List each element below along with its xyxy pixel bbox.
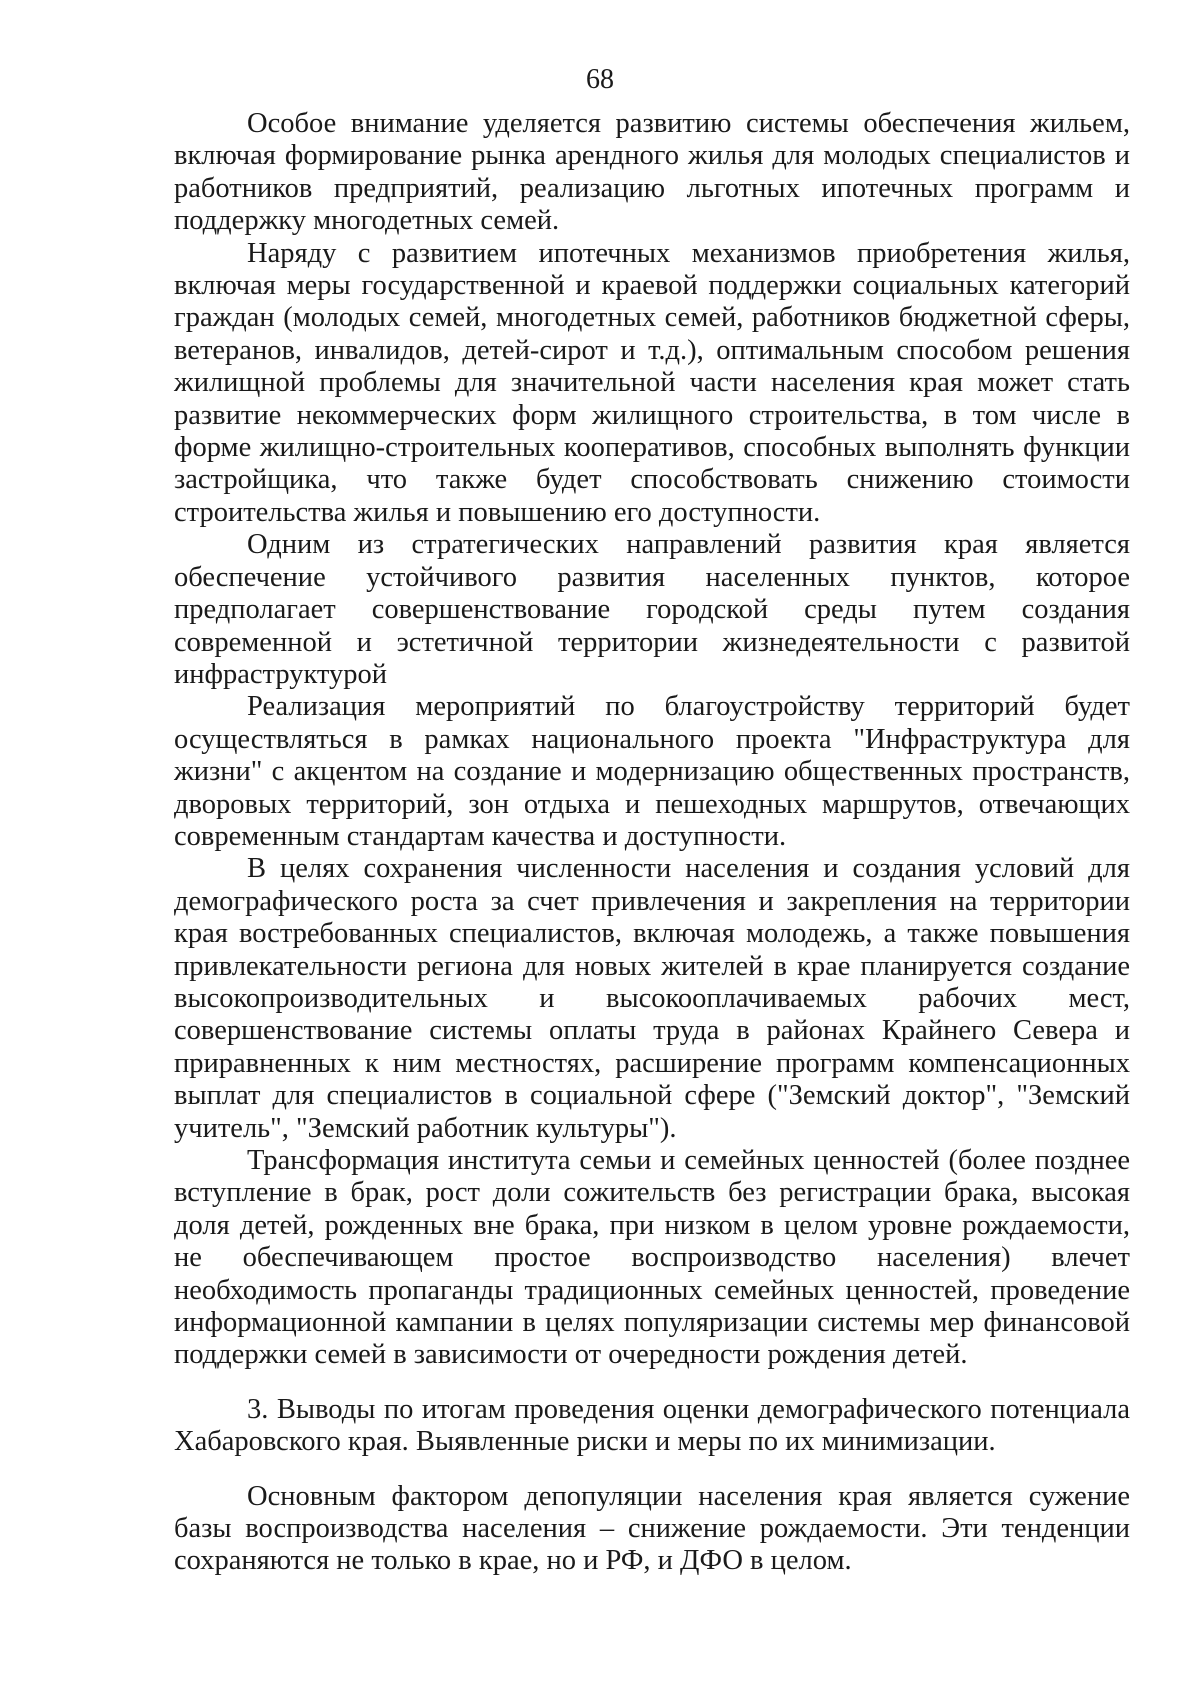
- spacer: [174, 1459, 1130, 1481]
- paragraph-population: В целях сохранения численности населения и создания условий для демографического роста за счет привлечения и закрепления на территории края востребованных специалистов, включая молодежь, а также повышения привлекательности региона для новых жителей в крае планируется создание высокопроизводительных и высокооплачиваемых рабочих мест, совершенствование системы оплаты труда в районах Крайнего Севера и приравненных к ним местностях, расширение программ компенсационных выплат для специалистов в социальной сфере ("Земский доктор", "Земский учитель", "Земский работник культуры").: [174, 853, 1130, 1144]
- paragraph-mortgage: Наряду с развитием ипотечных механизмов приобретения жилья, включая меры государственной и краевой поддержки социальных категорий граждан (молодых семей, многодетных семей, работников бюджетной сферы, ветеранов, инвалидов, детей-сирот и т.д.), оптимальным способом решения жилищной проблемы для значительной части населения края может стать развитие некоммерческих форм жилищного строительства, в том числе в форме жилищно-строительных кооперативов, способных выполнять функции застройщика, что также будет способствовать снижению стоимости строительства жилья и повышению его доступности.: [174, 237, 1130, 528]
- spacer: [174, 1372, 1130, 1394]
- document-body: [174, 108, 1130, 1578]
- section-heading: 3. Выводы по итогам проведения оценки демографического потенциала Хабаровского края. Выявленные риски и меры по их минимизации.: [174, 1393, 1130, 1458]
- paragraph-depopulation: Основным фактором депопуляции населения края является сужение базы воспроизводства населения – снижение рождаемости. Эти тенденции сохраняются не только в крае, но и РФ, и ДФО в целом.: [174, 1480, 1130, 1577]
- paragraph-landscaping: Реализация мероприятий по благоустройству территорий будет осуществляться в рамках национального проекта "Инфраструктура для жизни" с акцентом на создание и модернизацию общественных пространств, дворовых территорий, зон отдыха и пешеходных маршрутов, отвечающих современным стандартам качества и доступности.: [174, 691, 1130, 852]
- paragraph-housing: Особое внимание уделяется развитию системы обеспечения жильем, включая формирование рынка арендного жилья для молодых специалистов и работников предприятий, реализацию льготных ипотечных программ и поддержку многодетных семей.: [174, 108, 1130, 237]
- page-number: 68: [586, 64, 614, 95]
- paragraph-family-values: Трансформация института семьи и семейных ценностей (более позднее вступление в брак, рост доли сожительств без регистрации брака, высокая доля детей, рожденных вне брака, при низком в целом уровне рождаемости, не обеспечивающем простое воспроизводство населения) влечет необходимость пропаганды традиционных семейных ценностей, проведение информационной кампании в целях популяризации системы мер финансовой поддержки семей в зависимости от очередности рождения детей.: [174, 1145, 1130, 1371]
- paragraph-strategic-directions: Одним из стратегических направлений развития края является обеспечение устойчивого развития населенных пунктов, которое предполагает совершенствование городской среды путем создания современной и эстетичной территории жизнедеятельности с развитой инфраструктурой: [174, 529, 1130, 690]
